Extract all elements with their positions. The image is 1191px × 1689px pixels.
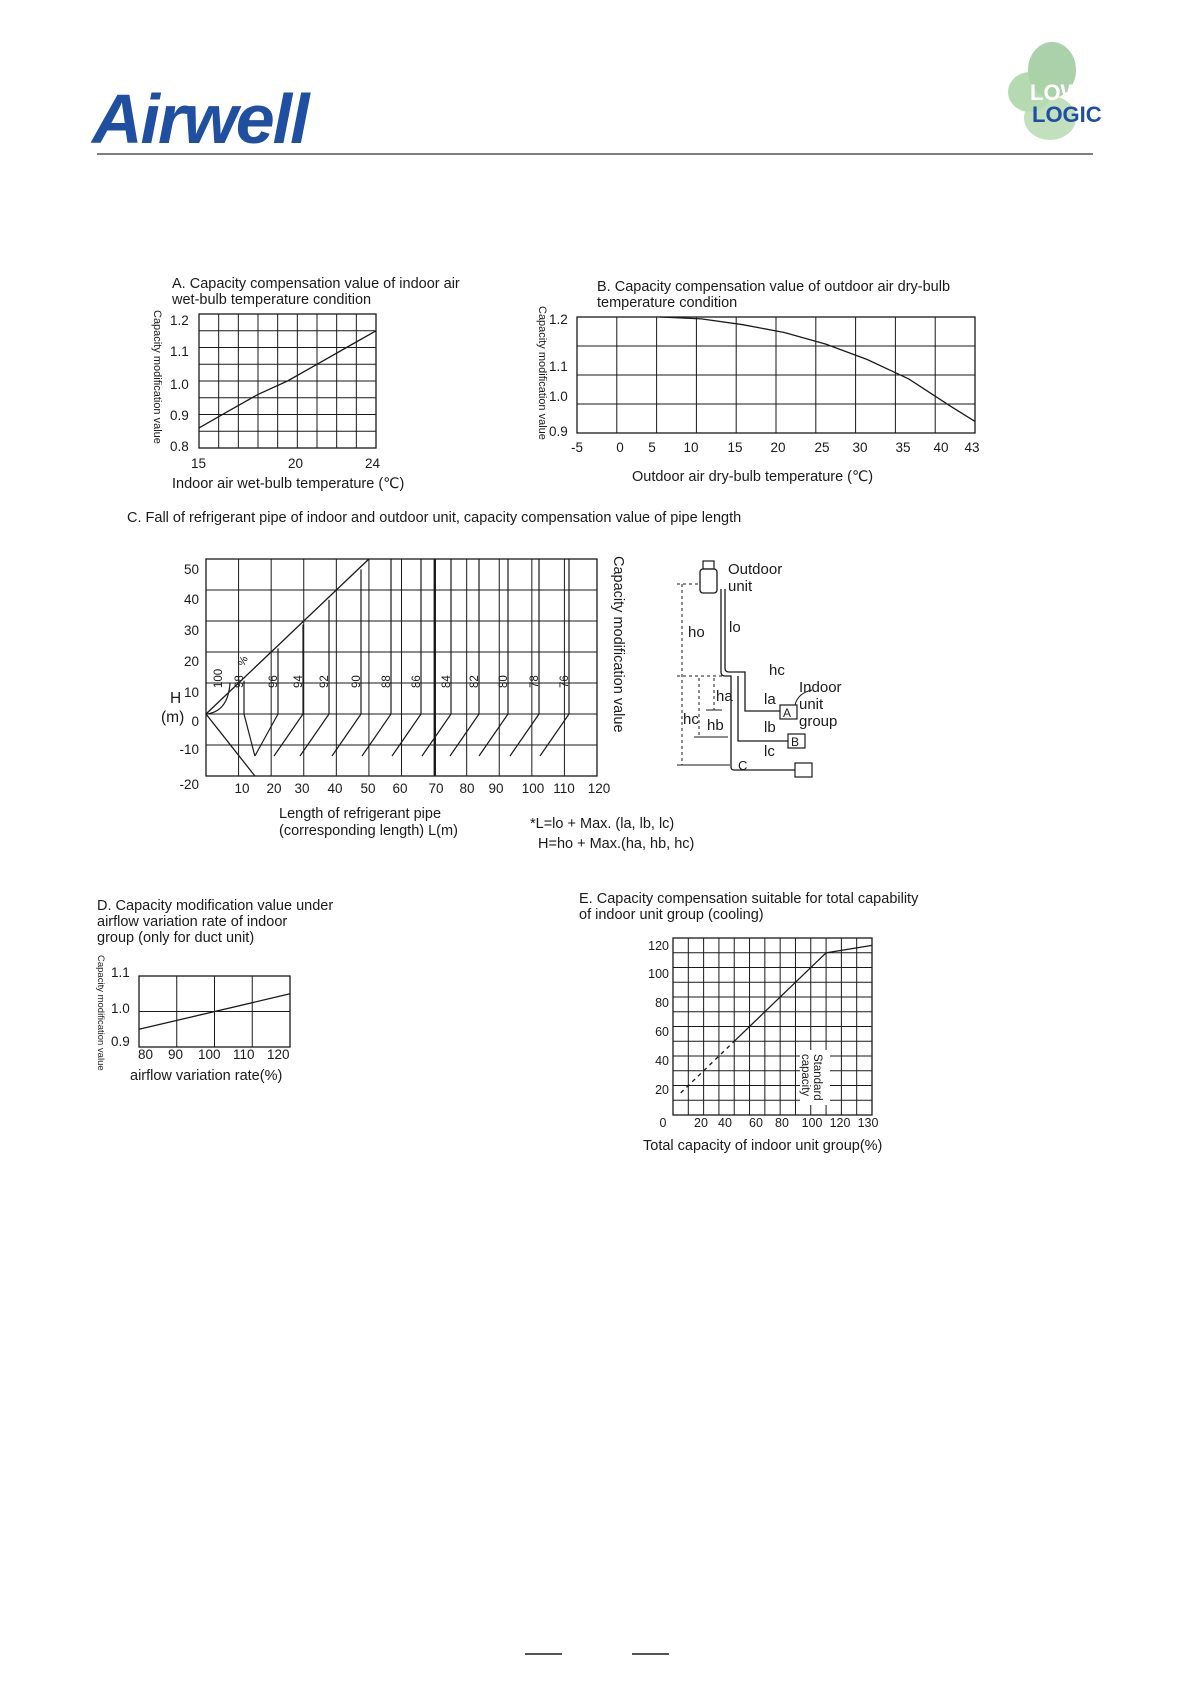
- chart-e: [579, 891, 919, 1154]
- chart-c-ytick: 20: [183, 654, 199, 669]
- chart-a-ylabel: Capacity modification value: [151, 310, 163, 444]
- indoor-unit-a-label: A: [783, 706, 792, 720]
- chart-d-ytick: 1.0: [111, 1001, 130, 1016]
- chart-c-curve-label: 96: [268, 675, 280, 688]
- chart-b-series-line: [660, 317, 975, 421]
- chart-c-xlabel-line2: (corresponding length) L(m): [279, 823, 458, 839]
- chart-d-xtick: 80: [138, 1047, 154, 1062]
- pipe-schematic: [677, 561, 842, 777]
- chart-a-xtick: 20: [288, 456, 304, 471]
- chart-e-ytick: 80: [655, 996, 669, 1010]
- chart-a-title-line1: A. Capacity compensation value of indoor air: [172, 276, 460, 292]
- chart-b-ytick: 1.2: [549, 312, 568, 327]
- chart-a-ytick: 1.0: [170, 377, 189, 392]
- label-la: la: [764, 691, 776, 708]
- chart-c-xtick: 70: [428, 781, 444, 796]
- chart-c-percent-mark: %: [235, 654, 251, 669]
- chart-b-xtick: 30: [852, 440, 868, 455]
- chart-c-ytick: 10: [183, 685, 199, 700]
- outdoor-label-line2: unit: [728, 578, 753, 595]
- chart-c-curve: [255, 714, 278, 756]
- chart-a-ytick: 1.2: [170, 313, 189, 328]
- chart-e-ytick: 120: [648, 939, 669, 953]
- chart-c-curve-label: 76: [559, 675, 571, 688]
- chart-d-ylabel: Capacity modification value: [95, 955, 106, 1071]
- chart-a: [151, 276, 460, 492]
- chart-c-xlabel-line1: Length of refrigerant pipe: [279, 806, 442, 822]
- chart-c-curve-label: 94: [293, 675, 305, 688]
- chart-c-yticks: [179, 562, 199, 792]
- chart-b-xtick: -5: [570, 440, 584, 455]
- chart-b-xtick: 5: [648, 440, 656, 455]
- chart-c-xtick: 120: [587, 781, 611, 796]
- chart-d-ytick: 1.1: [111, 965, 130, 980]
- chart-d-xlabel: airflow variation rate(%): [130, 1068, 283, 1084]
- chart-e-xtick: 20: [694, 1116, 708, 1130]
- chart-a-xtick: 24: [365, 456, 381, 471]
- chart-e-xtick: 0: [659, 1116, 667, 1130]
- chart-d-title-line3: group (only for duct unit): [97, 930, 255, 946]
- chart-b-xlabel: Outdoor air dry-bulb temperature (℃): [632, 469, 874, 485]
- chart-c-xtick: 90: [488, 781, 504, 796]
- chart-c-curve-label: 98: [234, 675, 246, 688]
- outdoor-label-line1: Outdoor: [728, 561, 783, 578]
- outdoor-unit-cap: [703, 561, 714, 569]
- chart-c-curve: [479, 714, 508, 756]
- chart-e-xlabel: Total capacity of indoor unit group(%): [643, 1138, 883, 1154]
- chart-c-formula-line1: *L=lo + Max. (la, lb, lc): [530, 816, 675, 832]
- chart-b-xtick: 40: [933, 440, 949, 455]
- indoor-label-line1: Indoor: [799, 679, 842, 696]
- chart-b: [536, 279, 980, 485]
- chart-c-curve: [422, 714, 451, 756]
- chart-b-xtick: 0: [616, 440, 624, 455]
- chart-d-grid: [139, 976, 290, 1047]
- chart-a-ytick: 0.9: [170, 408, 189, 423]
- chart-c-xtick: 50: [360, 781, 376, 796]
- badge-line2: LOGIC: [1032, 102, 1102, 127]
- badge-line1: LOW: [1030, 80, 1082, 105]
- header: [90, 42, 1102, 158]
- chart-a-xlabel: Indoor air wet-bulb temperature (℃): [172, 476, 405, 492]
- chart-b-ytick: 1.0: [549, 389, 568, 404]
- chart-c-xtick: 10: [234, 781, 250, 796]
- chart-c-envelope-upper: [206, 559, 369, 714]
- chart-c-formula-line2: H=ho + Max.(ha, hb, hc): [538, 836, 695, 852]
- chart-e-grid: [673, 938, 872, 1115]
- chart-a-title-line2: wet-bulb temperature condition: [172, 292, 372, 308]
- chart-a-series-line: [199, 331, 376, 428]
- chart-c-curve: [450, 714, 479, 756]
- chart-e-ytick: 20: [655, 1083, 669, 1097]
- indoor-label-line3: group: [799, 713, 838, 730]
- chart-d-xtick: 90: [168, 1047, 184, 1062]
- chart-a-ytick: 1.1: [170, 344, 189, 359]
- chart-d-title-line1: D. Capacity modification value under: [97, 898, 334, 914]
- chart-c-curve-label: 92: [319, 675, 331, 688]
- chart-b-grid: [577, 317, 975, 433]
- chart-e-xtick: 100: [801, 1116, 823, 1130]
- chart-b-xtick: 35: [895, 440, 911, 455]
- chart-e-xtick: 40: [718, 1116, 732, 1130]
- label-lc: lc: [764, 743, 775, 760]
- chart-d: [95, 898, 333, 1084]
- chart-c: [127, 510, 741, 852]
- chart-c-xtick: 100: [521, 781, 545, 796]
- chart-b-xtick: 10: [683, 440, 699, 455]
- chart-c-curve: [392, 714, 421, 756]
- chart-c-xtick: 20: [266, 781, 282, 796]
- chart-a-xtick: 15: [191, 456, 207, 471]
- chart-b-ytick: 0.9: [549, 424, 568, 439]
- chart-c-curve-label: 86: [411, 675, 423, 688]
- chart-d-ytick: 0.9: [111, 1034, 130, 1049]
- chart-e-xtick: 130: [857, 1116, 879, 1130]
- chart-b-title-line1: B. Capacity compensation value of outdoor air dry-bulb: [597, 279, 951, 295]
- chart-e-annotation-line2: capacity: [799, 1054, 811, 1097]
- chart-e-yticks: [648, 939, 669, 1097]
- brand-logo: Airwell: [92, 80, 308, 158]
- chart-d-xtick: 120: [267, 1047, 290, 1062]
- chart-c-curve: [274, 714, 303, 756]
- label-lb: lb: [764, 719, 776, 736]
- chart-c-xtick: 110: [553, 781, 575, 796]
- chart-c-ytick: -10: [179, 742, 199, 757]
- chart-c-curve: [362, 714, 391, 756]
- indoor-unit-c: [795, 763, 812, 777]
- label-hc-top: hc: [769, 662, 785, 679]
- chart-e-xtick: 120: [829, 1116, 851, 1130]
- chart-c-xticks: [234, 781, 610, 796]
- chart-b-ylabel: Capacity modification value: [536, 306, 548, 440]
- low-logic-badge: [1008, 42, 1102, 140]
- chart-b-xticks: [571, 440, 980, 455]
- chart-b-title-line2: temperature condition: [597, 295, 738, 311]
- chart-a-grid: [199, 314, 376, 448]
- chart-c-curve-label: 100: [213, 668, 225, 688]
- chart-c-xtick: 40: [327, 781, 343, 796]
- indoor-unit-b-label: B: [791, 735, 800, 749]
- label-ha: ha: [716, 688, 733, 705]
- chart-b-xtick: 20: [770, 440, 786, 455]
- chart-e-title-line2: of indoor unit group (cooling): [579, 907, 764, 923]
- chart-c-curve-label: 90: [351, 675, 363, 688]
- chart-e-xticks: [660, 1116, 879, 1130]
- chart-e-title-line1: E. Capacity compensation suitable for total capability: [579, 891, 919, 907]
- chart-c-ylabel-m: (m): [161, 709, 185, 726]
- chart-c-curve: [244, 714, 255, 756]
- chart-d-title-line2: airflow variation rate of indoor: [97, 914, 288, 930]
- chart-c-xtick: 60: [392, 781, 408, 796]
- chart-c-xtick: 80: [459, 781, 475, 796]
- chart-e-ytick: 40: [655, 1054, 669, 1068]
- outdoor-unit-symbol: [700, 569, 717, 593]
- chart-c-title: C. Fall of refrigerant pipe of indoor and outdoor unit, capacity compensation value of pipe length: [127, 510, 742, 526]
- chart-c-curve: [300, 714, 329, 756]
- chart-c-curve-label: 82: [469, 675, 481, 688]
- chart-c-ytick: -20: [179, 777, 199, 792]
- chart-b-xtick: 43: [964, 440, 980, 455]
- chart-e-xtick: 80: [775, 1116, 789, 1130]
- chart-e-annotation-line1: Standard: [811, 1054, 823, 1101]
- chart-b-ytick: 1.1: [549, 359, 568, 374]
- chart-e-xtick: 60: [749, 1116, 763, 1130]
- chart-b-xtick: 25: [814, 440, 830, 455]
- label-ho: ho: [688, 624, 705, 641]
- chart-d-xtick: 100: [198, 1047, 221, 1062]
- label-lo: lo: [729, 619, 741, 636]
- chart-c-curve-label: 78: [529, 675, 541, 688]
- chart-c-ytick: 30: [183, 623, 199, 638]
- chart-c-ytick: 40: [183, 592, 199, 607]
- chart-c-curve-label: 88: [381, 675, 393, 688]
- chart-e-ytick: 100: [648, 967, 669, 981]
- indoor-label-line2: unit: [799, 696, 824, 713]
- chart-c-curve-label: 84: [441, 675, 453, 688]
- chart-c-ylabel-h: H: [170, 690, 182, 707]
- chart-d-xtick: 110: [233, 1047, 255, 1062]
- label-hc-left: hc: [683, 711, 699, 728]
- chart-e-ytick: 60: [655, 1025, 669, 1039]
- label-hb: hb: [707, 717, 724, 734]
- chart-c-grid: [206, 559, 597, 776]
- chart-b-xtick: 15: [727, 440, 743, 455]
- chart-c-right-label: Capacity modification value: [610, 556, 626, 733]
- chart-c-xtick: 30: [294, 781, 310, 796]
- chart-c-curve-label: 80: [498, 675, 510, 688]
- main-pipe: [721, 589, 795, 770]
- label-c: C: [738, 758, 748, 773]
- chart-c-ytick: 50: [183, 562, 199, 577]
- chart-c-curve: [510, 714, 539, 756]
- chart-c-ytick: 0: [191, 714, 199, 729]
- chart-a-ytick: 0.8: [170, 439, 189, 454]
